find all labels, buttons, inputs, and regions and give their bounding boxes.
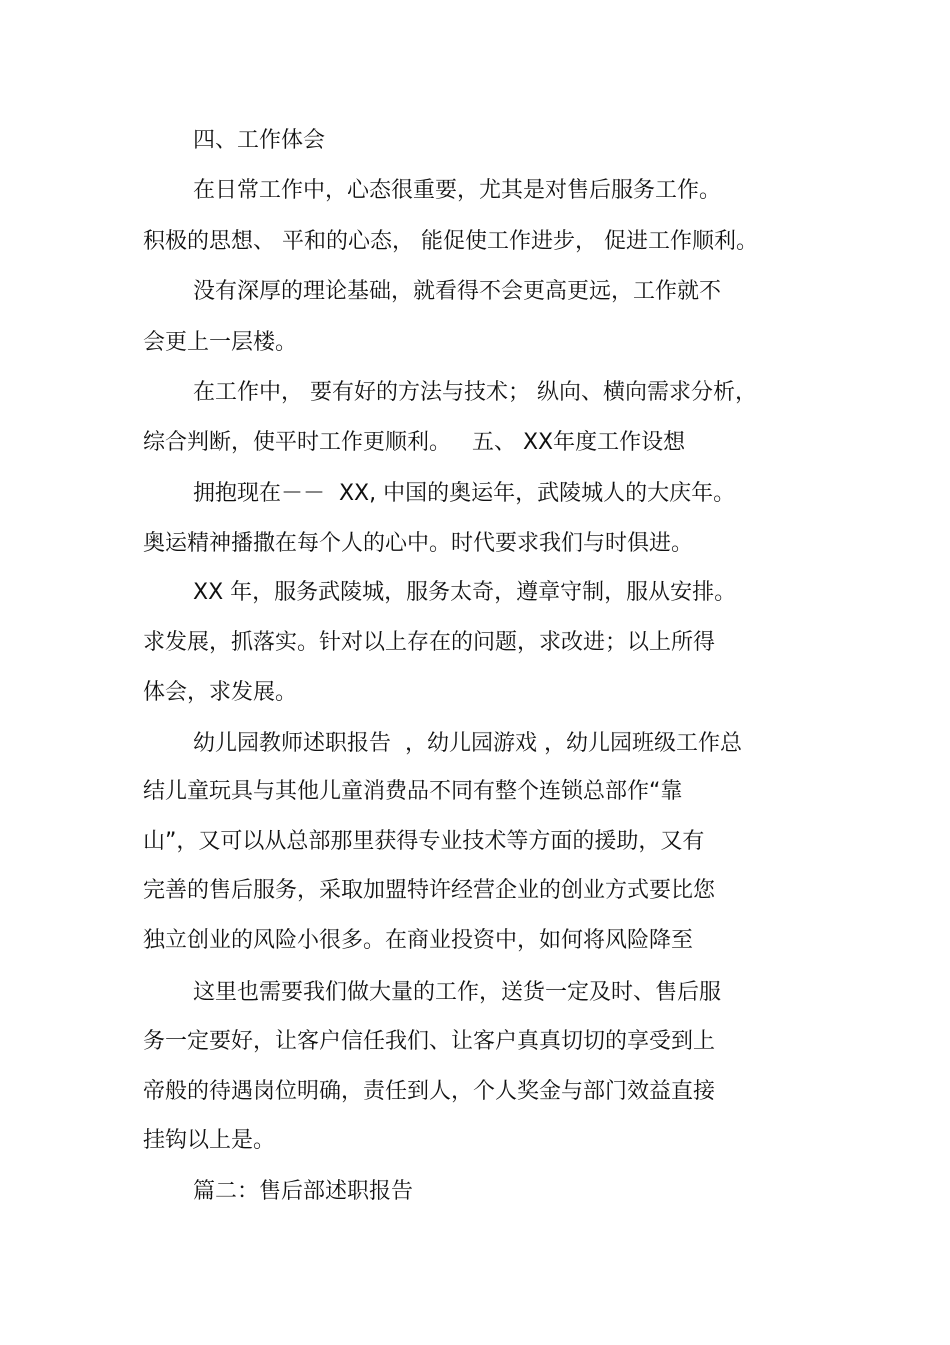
paragraph-line: 务一定要好，让客户信任我们、让客户真真切切的享受到上 bbox=[143, 1029, 716, 1054]
paragraph-line: 没有深厚的理论基础，就看得不会更高更远，工作就不 bbox=[193, 279, 722, 304]
paragraph-line: 挂钩以上是。 bbox=[143, 1128, 276, 1153]
paragraph-line: 山”，又可以从总部那里获得专业技术等方面的援助，又有 bbox=[143, 829, 705, 854]
paragraph-line: XX 年，服务武陵城，服务太奇，遵章守制，服从安排。 bbox=[193, 580, 737, 605]
paragraph-line: 会更上一层楼。 bbox=[143, 330, 298, 355]
paragraph-line: 结儿童玩具与其他儿童消费品不同有整个连锁总部作“靠 bbox=[143, 779, 683, 804]
section-heading: 篇二：售后部述职报告 bbox=[193, 1179, 414, 1204]
paragraph-line: 奥运精神播撒在每个人的心中。时代要求我们与时俱进。 bbox=[143, 531, 694, 556]
paragraph-line: 这里也需要我们做大量的工作，送货一定及时、售后服 bbox=[193, 980, 722, 1005]
paragraph-line: 在工作中， 要有好的方法与技术； 纵向、横向需求分析， bbox=[193, 380, 757, 405]
paragraph-line: 幼儿园教师述职报告 ，幼儿园游戏 ，幼儿园班级工作总 bbox=[193, 731, 742, 756]
paragraph-line: 求发展，抓落实。针对以上存在的问题，求改进；以上所得 bbox=[143, 630, 716, 655]
paragraph-line: 积极的思想、 平和的心态， 能促使工作进步， 促进工作顺利。 bbox=[143, 229, 758, 254]
paragraph-line: 综合判断，使平时工作更顺利。 五、 XX年度工作设想 bbox=[143, 430, 686, 455]
paragraph-line: 帝般的待遇岗位明确，责任到人，个人奖金与部门效益直接 bbox=[143, 1079, 716, 1104]
paragraph-line: 拥抱现在－－ XX, 中国的奥运年，武陵城人的大庆年。 bbox=[193, 481, 736, 506]
paragraph-line: 完善的售后服务，采取加盟特许经营企业的创业方式要比您 bbox=[143, 878, 716, 903]
paragraph-line: 体会，求发展。 bbox=[143, 680, 298, 705]
paragraph-line: 在日常工作中，心态很重要，尤其是对售后服务工作。 bbox=[193, 178, 722, 203]
section-heading: 四、工作体会 bbox=[193, 128, 326, 153]
paragraph-line: 独立创业的风险小很多。在商业投资中，如何将风险降至 bbox=[143, 928, 694, 953]
